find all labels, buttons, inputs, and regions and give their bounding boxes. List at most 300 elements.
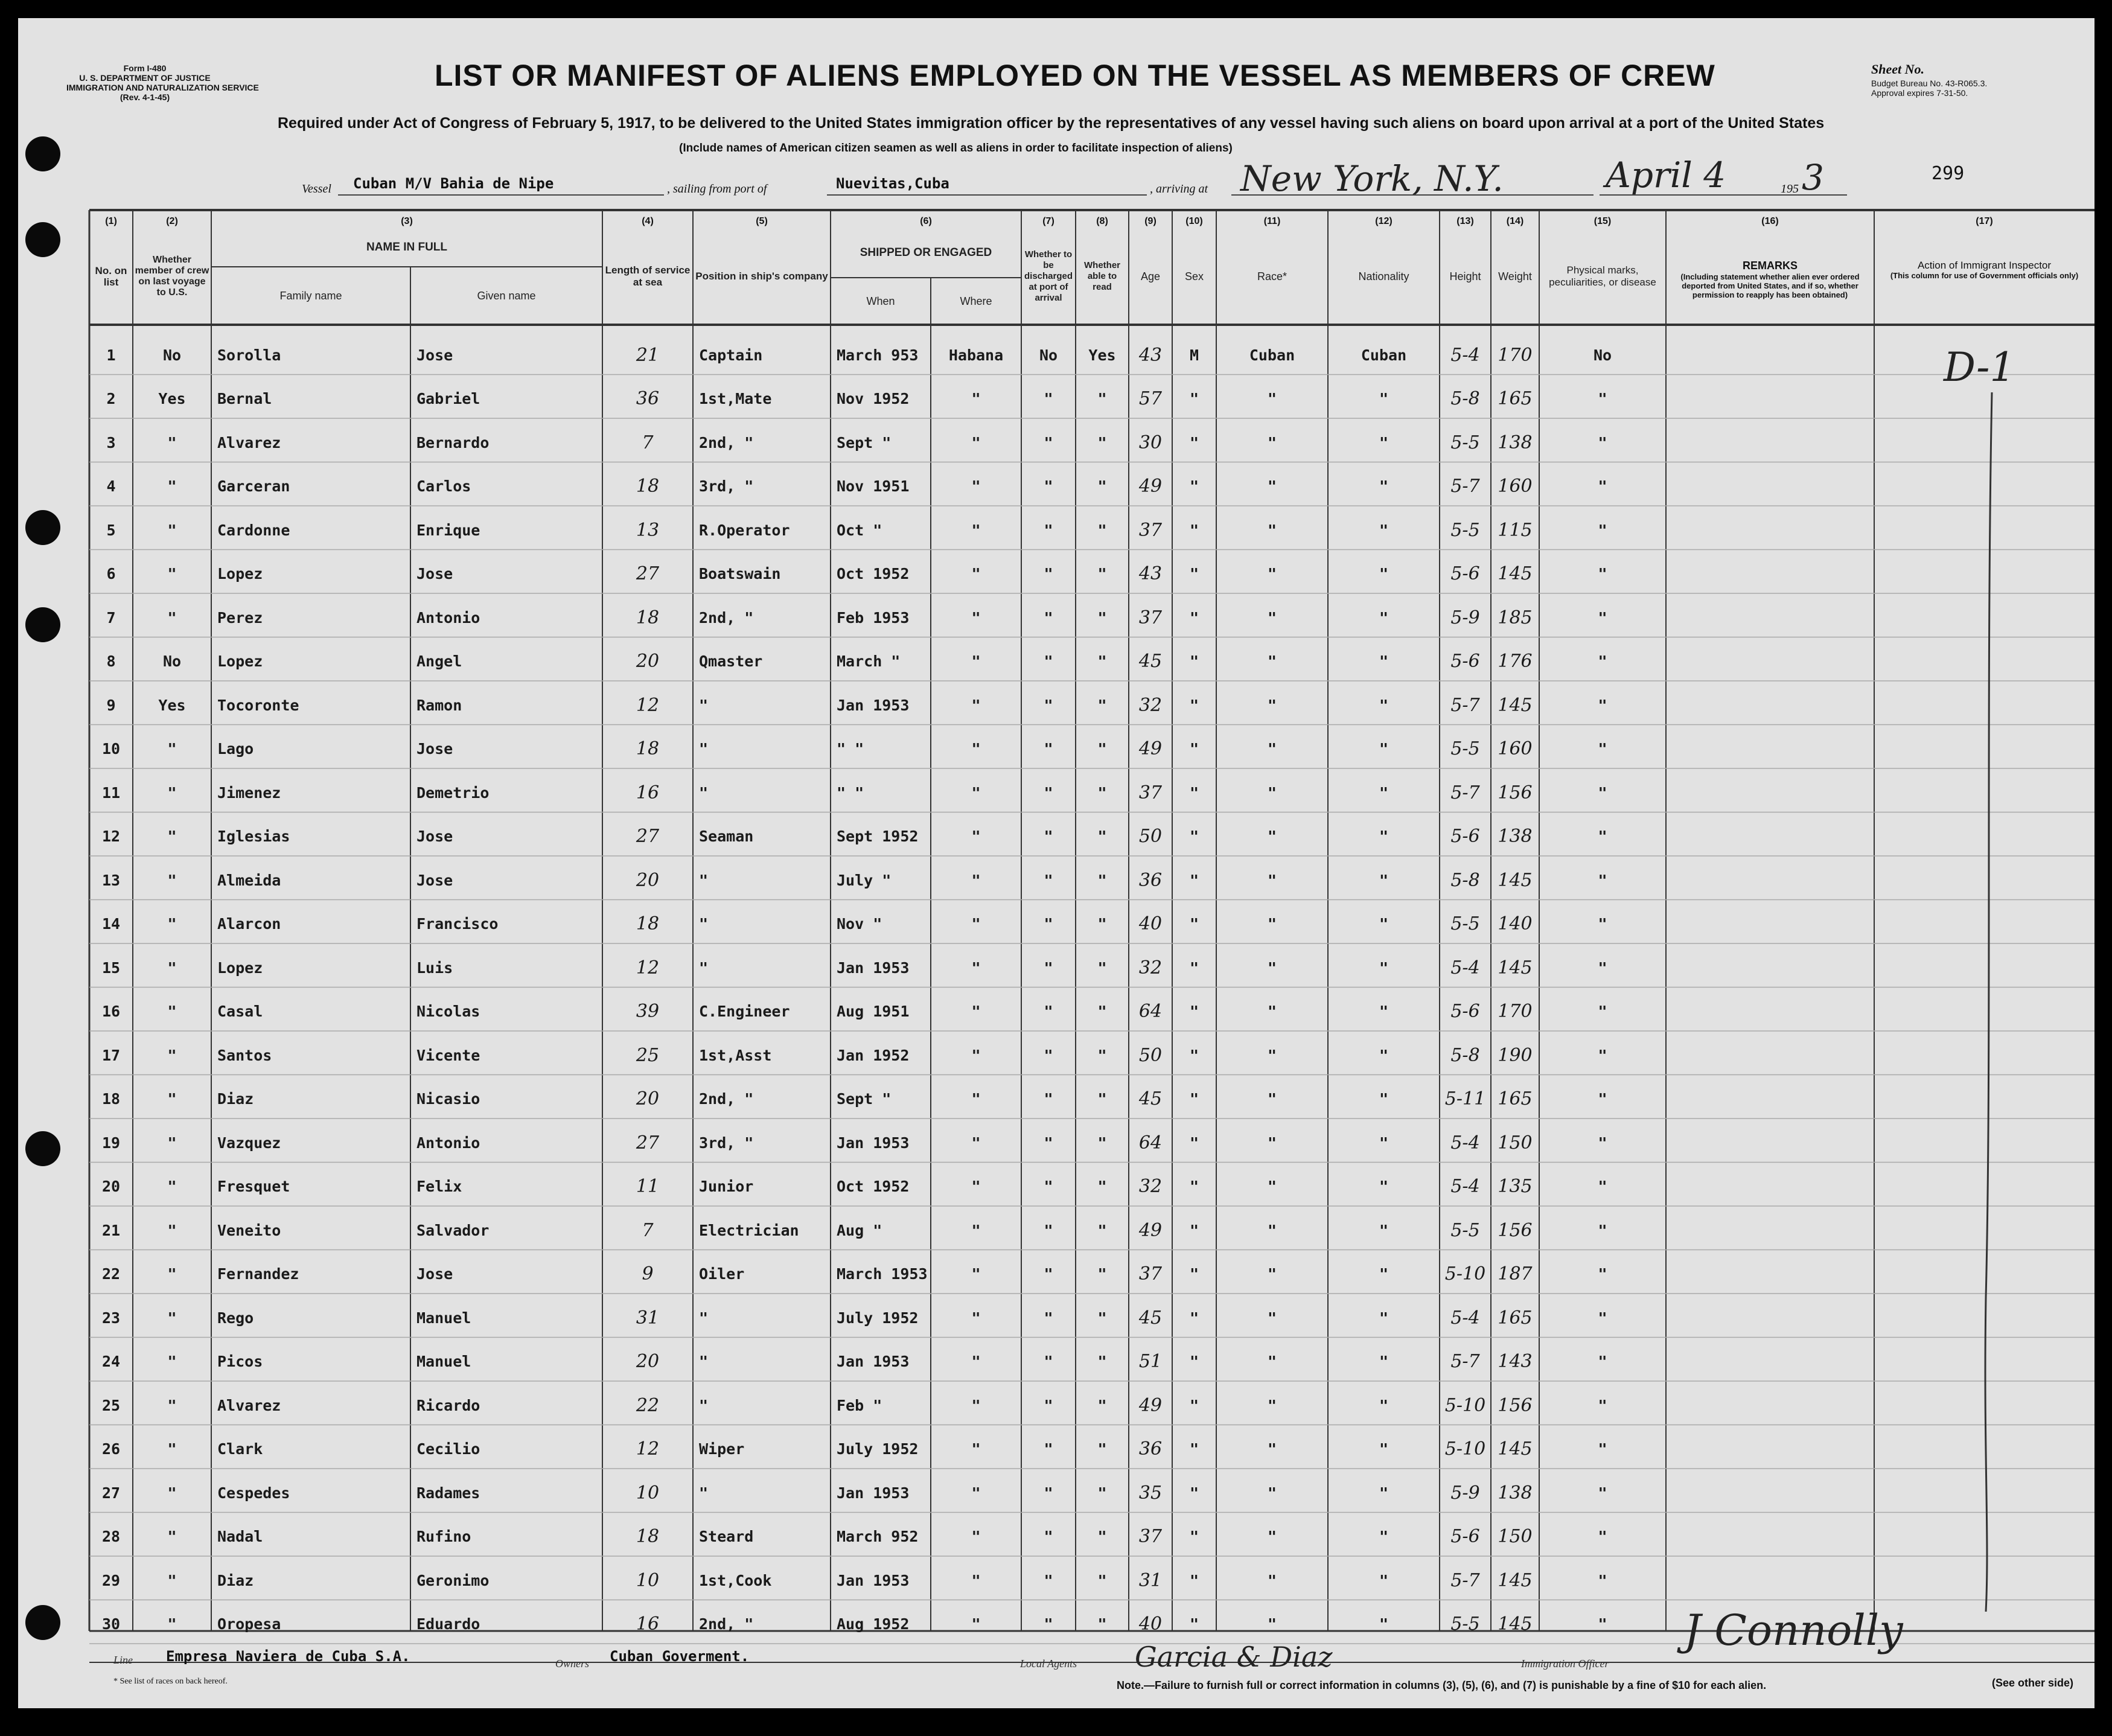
agents-label: Local Agents <box>1020 1658 1077 1670</box>
height-cell: 5-4 <box>1450 1176 1480 1197</box>
page-title: LIST OR MANIFEST OF ALIENS EMPLOYED ON THE VESSEL AS MEMBERS OF CREW <box>435 59 1715 92</box>
able-to-read-cell: " <box>1097 783 1107 802</box>
port-label: , sailing from port of <box>667 182 767 196</box>
line-value: Empresa Naviera de Cuba S.A. <box>166 1648 410 1665</box>
shipped-when-cell: July 1952 <box>837 1440 919 1458</box>
physical-marks-cell: " <box>1598 1309 1607 1327</box>
weight-cell: 185 <box>1498 607 1533 628</box>
sex-cell: " <box>1189 740 1199 758</box>
able-to-read-cell: " <box>1097 390 1107 407</box>
position-cell: 1st,Mate <box>699 390 772 407</box>
given-name-cell: Angel <box>416 653 462 670</box>
discharged-cell: " <box>1044 390 1053 407</box>
nationality-cell: " <box>1379 565 1389 582</box>
service-length-cell: 20 <box>636 651 660 672</box>
weight-cell: 160 <box>1498 476 1533 497</box>
race-cell: " <box>1267 1528 1277 1545</box>
able-to-read-cell: " <box>1097 653 1107 670</box>
family-name-cell: Cardonne <box>217 521 290 539</box>
header-length-of-service: Length of service at sea <box>605 264 691 288</box>
age-cell: 49 <box>1138 476 1163 497</box>
shipped-where-cell: " <box>971 608 981 627</box>
shipped-where-cell: " <box>971 1484 981 1502</box>
header-race: Race* <box>1257 270 1287 282</box>
weight-cell: 135 <box>1498 1176 1533 1197</box>
list-number-cell: 21 <box>101 1221 121 1239</box>
nationality-cell: " <box>1379 521 1389 539</box>
family-name-cell: Lopez <box>217 565 263 582</box>
binder-hole <box>25 510 60 545</box>
family-name-cell: Diaz <box>217 1090 254 1108</box>
table-row <box>18 683 2094 727</box>
physical-marks-cell: " <box>1598 1615 1607 1633</box>
vessel-label: Vessel <box>302 182 331 196</box>
discharged-cell: " <box>1044 1265 1053 1283</box>
list-number-cell: 9 <box>106 696 116 714</box>
age-cell: 32 <box>1138 694 1163 716</box>
previous-voyage-cell: " <box>167 1134 177 1152</box>
position-cell: " <box>699 696 709 714</box>
table-row <box>18 465 2094 508</box>
physical-marks-cell: " <box>1598 565 1607 582</box>
given-name-cell: Salvador <box>416 1221 490 1239</box>
owners-value: Cuban Goverment. <box>610 1648 750 1665</box>
shipped-when-cell: Jan 1953 <box>837 959 910 977</box>
sex-cell: " <box>1189 1571 1199 1589</box>
list-number-cell: 26 <box>101 1440 121 1458</box>
table-row <box>18 1340 2094 1383</box>
position-cell: 3rd, " <box>699 1134 754 1152</box>
sex-cell: " <box>1189 1265 1199 1283</box>
shipped-when-cell: " " <box>837 783 864 802</box>
nationality-cell: " <box>1379 828 1389 845</box>
height-cell: 5-6 <box>1450 1526 1480 1547</box>
nationality-cell: " <box>1379 1265 1389 1283</box>
col-15-number: (15) <box>1594 216 1612 226</box>
age-cell: 64 <box>1138 1132 1163 1154</box>
age-cell: 50 <box>1138 1044 1163 1066</box>
nationality-cell: " <box>1379 915 1389 933</box>
height-cell: 5-7 <box>1450 782 1480 803</box>
table-row <box>18 1253 2094 1296</box>
race-cell: " <box>1267 390 1277 407</box>
family-name-cell: Alarcon <box>217 915 281 933</box>
table-row <box>18 596 2094 639</box>
nationality-cell: " <box>1379 1396 1389 1414</box>
manifest-sheet <box>18 18 2094 1708</box>
previous-voyage-cell: " <box>167 1440 177 1458</box>
shipped-where-cell: " <box>971 521 981 539</box>
height-cell: 5-5 <box>1450 432 1480 453</box>
discharged-cell: " <box>1044 565 1053 582</box>
sex-cell: " <box>1189 1221 1199 1239</box>
physical-marks-cell: " <box>1598 915 1607 933</box>
shipped-when-cell: March " <box>837 653 901 670</box>
discharged-cell: " <box>1044 477 1053 495</box>
weight-cell: 156 <box>1498 782 1533 803</box>
able-to-read-cell: " <box>1097 915 1107 933</box>
col-11-number: (11) <box>1263 216 1281 226</box>
family-name-cell: Sorolla <box>217 346 281 364</box>
race-cell: " <box>1267 1396 1277 1414</box>
sex-cell: " <box>1189 871 1199 889</box>
discharged-cell: " <box>1044 1046 1053 1064</box>
previous-voyage-cell: No <box>162 653 182 670</box>
shipped-when-cell: Feb " <box>837 1396 882 1414</box>
weight-cell: 145 <box>1498 1569 1533 1591</box>
sex-cell: " <box>1189 1309 1199 1327</box>
col-9-number: (9) <box>1144 216 1156 226</box>
discharged-cell: No <box>1039 346 1058 364</box>
physical-marks-cell: " <box>1598 783 1607 802</box>
shipped-where-cell: " <box>971 1003 981 1020</box>
service-length-cell: 11 <box>636 1176 660 1197</box>
service-length-cell: 39 <box>636 1001 660 1022</box>
shipped-when-cell: Nov 1952 <box>837 390 910 407</box>
header-position: Position in ship's company <box>695 270 828 282</box>
physical-marks-cell: " <box>1598 521 1607 539</box>
col-8-number: (8) <box>1096 216 1108 226</box>
shipped-when-cell: March 1953 <box>837 1265 928 1283</box>
age-cell: 37 <box>1138 607 1163 628</box>
family-name-cell: Jimenez <box>217 783 281 802</box>
physical-marks-cell: " <box>1598 828 1607 845</box>
race-cell: " <box>1267 565 1277 582</box>
list-number-cell: 10 <box>101 740 121 758</box>
age-cell: 45 <box>1138 1307 1163 1329</box>
age-cell: 37 <box>1138 519 1163 541</box>
given-name-cell: Eduardo <box>416 1615 480 1633</box>
able-to-read-cell: " <box>1097 871 1107 889</box>
table-row <box>18 421 2094 464</box>
list-number-cell: 29 <box>101 1571 121 1589</box>
previous-voyage-cell: " <box>167 1309 177 1327</box>
given-name-cell: Rufino <box>416 1528 471 1545</box>
table-row <box>18 1077 2094 1121</box>
header-physical-marks: Physical marks, peculiarities, or disease <box>1549 264 1656 288</box>
position-cell: Boatswain <box>699 565 781 582</box>
col-5-number: (5) <box>756 216 768 226</box>
list-number-cell: 3 <box>106 433 116 452</box>
weight-cell: 190 <box>1498 1044 1533 1066</box>
able-to-read-cell: " <box>1097 1090 1107 1108</box>
given-name-cell: Jose <box>416 828 453 845</box>
table-row <box>18 1428 2094 1471</box>
age-cell: 40 <box>1138 913 1163 934</box>
table-row <box>18 1296 2094 1339</box>
service-length-cell: 7 <box>642 432 654 453</box>
able-to-read-cell: " <box>1097 1528 1107 1545</box>
race-cell: " <box>1267 783 1277 802</box>
table-row <box>18 858 2094 902</box>
service-length-cell: 12 <box>636 694 660 716</box>
table-row <box>18 1559 2094 1602</box>
header-list-number: No. on list <box>95 265 127 288</box>
service-length-cell: 16 <box>636 782 660 803</box>
shipped-when-cell: March 952 <box>837 1528 919 1545</box>
age-cell: 40 <box>1138 1613 1163 1635</box>
nationality-cell: " <box>1379 1440 1389 1458</box>
given-name-cell: Jose <box>416 565 453 582</box>
previous-voyage-cell: No <box>162 346 182 364</box>
position-cell: " <box>699 783 709 802</box>
discharged-cell: " <box>1044 1221 1053 1239</box>
shipped-where-cell: " <box>971 1353 981 1370</box>
table-row <box>18 333 2094 377</box>
see-other-side: (See other side) <box>1992 1677 2074 1689</box>
table-row <box>18 640 2094 683</box>
sex-cell: " <box>1189 1396 1199 1414</box>
service-length-cell: 27 <box>636 563 660 584</box>
position-cell: " <box>699 915 709 933</box>
sheet-number-label: Sheet No. <box>1871 62 1924 77</box>
header-remarks-note: (Including statement whether alien ever ordered deported from United States, and if so, whether permission to reapply has been obtained) <box>1680 272 1860 299</box>
able-to-read-cell: " <box>1097 1615 1107 1633</box>
height-cell: 5-8 <box>1450 869 1480 891</box>
previous-voyage-cell: " <box>167 521 177 539</box>
service-length-cell: 16 <box>636 1613 660 1635</box>
shipped-when-cell: Aug " <box>837 1221 882 1239</box>
header-inspector-note: (This column for use of Government officials only) <box>1890 271 2079 280</box>
physical-marks-cell: " <box>1598 653 1607 670</box>
shipped-where-cell: " <box>971 653 981 670</box>
race-cell: " <box>1267 477 1277 495</box>
previous-voyage-cell: " <box>167 828 177 845</box>
weight-cell: 165 <box>1498 1307 1533 1329</box>
family-name-cell: Alvarez <box>217 1396 281 1414</box>
arrival-date: April 4 <box>1606 155 1726 196</box>
list-number-cell: 18 <box>101 1090 121 1108</box>
family-name-cell: Iglesias <box>217 828 290 845</box>
previous-voyage-cell: " <box>167 959 177 977</box>
shipped-when-cell: Jan 1953 <box>837 1484 910 1502</box>
age-cell: 45 <box>1138 651 1163 672</box>
discharged-cell: " <box>1044 1484 1053 1502</box>
service-length-cell: 18 <box>636 476 660 497</box>
year-prefix: 195 <box>1781 182 1799 196</box>
nationality-cell: " <box>1379 1571 1389 1589</box>
age-cell: 37 <box>1138 1526 1163 1547</box>
age-cell: 64 <box>1138 1001 1163 1022</box>
weight-cell: 140 <box>1498 913 1533 934</box>
weight-cell: 170 <box>1498 344 1533 366</box>
discharged-cell: " <box>1044 1003 1053 1020</box>
position-cell: Seaman <box>699 828 754 845</box>
discharged-cell: " <box>1044 1090 1053 1108</box>
discharged-cell: " <box>1044 1396 1053 1414</box>
sex-cell: " <box>1189 608 1199 627</box>
position-cell: 2nd, " <box>699 1615 754 1633</box>
discharged-cell: " <box>1044 871 1053 889</box>
height-cell: 5-6 <box>1450 1001 1480 1022</box>
weight-cell: 150 <box>1498 1526 1533 1547</box>
family-name-cell: Veneito <box>217 1221 281 1239</box>
list-number-cell: 19 <box>101 1134 121 1152</box>
col-13-number: (13) <box>1456 216 1474 226</box>
height-cell: 5-5 <box>1450 519 1480 541</box>
discharged-cell: " <box>1044 1309 1053 1327</box>
header-height: Height <box>1449 270 1481 282</box>
shipped-when-cell: March 953 <box>837 346 919 364</box>
able-to-read-cell: " <box>1097 477 1107 495</box>
height-cell: 5-5 <box>1450 1613 1480 1635</box>
race-cell: " <box>1267 959 1277 977</box>
list-number-cell: 6 <box>106 565 116 582</box>
physical-marks-cell: " <box>1598 1440 1607 1458</box>
height-cell: 5-9 <box>1450 607 1480 628</box>
family-name-cell: Cespedes <box>217 1484 290 1502</box>
shipped-where-cell: " <box>971 1440 981 1458</box>
able-to-read-cell: " <box>1097 433 1107 452</box>
shipped-when-cell: Jan 1952 <box>837 1046 910 1064</box>
shipped-where-cell: " <box>971 1178 981 1195</box>
given-name-cell: Manuel <box>416 1353 471 1370</box>
family-name-cell: Fresquet <box>217 1178 290 1195</box>
shipped-when-cell: Aug 1951 <box>837 1003 910 1020</box>
position-cell: " <box>699 1484 709 1502</box>
list-number-cell: 1 <box>106 346 116 364</box>
age-cell: 30 <box>1138 432 1163 453</box>
header-discharged: Whether to be discharged at port of arrival <box>1024 249 1073 303</box>
binder-hole <box>25 607 60 642</box>
height-cell: 5-4 <box>1450 1132 1480 1154</box>
header-inspector-action: Action of Immigrant Inspector <box>1917 260 2052 271</box>
approval-expiry: Approval expires 7-31-50. <box>1871 88 1968 98</box>
position-cell: C.Engineer <box>699 1003 790 1020</box>
family-name-cell: Almeida <box>217 871 281 889</box>
nationality-cell: " <box>1379 696 1389 714</box>
shipped-where-cell: " <box>971 390 981 407</box>
family-name-cell: Lopez <box>217 653 263 670</box>
list-number-cell: 12 <box>101 828 121 845</box>
physical-marks-cell: " <box>1598 1003 1607 1020</box>
age-cell: 37 <box>1138 782 1163 803</box>
shipped-when-cell: Oct 1952 <box>837 565 910 582</box>
nationality-cell: " <box>1379 740 1389 758</box>
list-number-cell: 15 <box>101 959 121 977</box>
binder-hole <box>25 222 60 257</box>
discharged-cell: " <box>1044 1353 1053 1370</box>
list-number-cell: 24 <box>101 1353 121 1370</box>
race-cell: " <box>1267 1440 1277 1458</box>
header-weight: Weight <box>1498 270 1532 282</box>
weight-cell: 150 <box>1498 1132 1533 1154</box>
race-cell: " <box>1267 871 1277 889</box>
col-4-number: (4) <box>642 216 654 226</box>
age-cell: 43 <box>1138 344 1163 366</box>
age-cell: 49 <box>1138 1219 1163 1241</box>
age-cell: 45 <box>1138 1088 1163 1109</box>
physical-marks-cell: " <box>1598 608 1607 627</box>
arrival-place: New York, N.Y. <box>1240 158 1504 199</box>
service-length-cell: 9 <box>642 1263 654 1284</box>
header-given-name: Given name <box>477 289 536 302</box>
sex-cell: " <box>1189 1046 1199 1064</box>
previous-voyage-cell: " <box>167 1615 177 1633</box>
discharged-cell: " <box>1044 521 1053 539</box>
page-subtitle: Required under Act of Congress of February 5, 1917, to be delivered to the United States immigration officer by the representatives of any vessel having such aliens on board upon arrival at a port of the United States <box>278 115 1825 132</box>
service-length-cell: 25 <box>636 1044 660 1066</box>
height-cell: 5-4 <box>1450 344 1480 366</box>
shipped-where-cell: " <box>971 696 981 714</box>
position-cell: Captain <box>699 346 763 364</box>
height-cell: 5-10 <box>1444 1438 1486 1460</box>
col-16-number: (16) <box>1761 216 1779 226</box>
height-cell: 5-7 <box>1450 1569 1480 1591</box>
shipped-when-cell: Jan 1953 <box>837 696 910 714</box>
family-name-cell: Picos <box>217 1353 263 1370</box>
nationality-cell: " <box>1379 477 1389 495</box>
family-name-cell: Lago <box>217 740 254 758</box>
arriving-label: , arriving at <box>1150 182 1208 196</box>
table-row <box>18 902 2094 946</box>
list-number-cell: 17 <box>101 1046 121 1064</box>
given-name-cell: Vicente <box>416 1046 480 1064</box>
discharged-cell: " <box>1044 828 1053 845</box>
weight-cell: 138 <box>1498 1482 1533 1504</box>
position-cell: Oiler <box>699 1265 745 1283</box>
shipped-where-cell: " <box>971 915 981 933</box>
service-length-cell: 12 <box>636 1438 660 1460</box>
list-number-cell: 13 <box>101 871 121 889</box>
sex-cell: " <box>1189 653 1199 670</box>
sex-cell: " <box>1189 915 1199 933</box>
sex-cell: " <box>1189 433 1199 452</box>
budget-bureau-number: Budget Bureau No. 43-R065.3. <box>1871 78 1988 88</box>
form-revision: (Rev. 4-1-45) <box>120 92 170 102</box>
given-name-cell: Radames <box>416 1484 480 1502</box>
shipped-when-cell: Sept 1952 <box>837 828 919 845</box>
weight-cell: 160 <box>1498 738 1533 759</box>
service-length-cell: 13 <box>636 519 660 541</box>
inspector-mark: D-1 <box>1944 344 2015 391</box>
age-cell: 31 <box>1138 1569 1163 1591</box>
line-label: Line <box>113 1654 133 1666</box>
weight-cell: 165 <box>1498 1088 1533 1109</box>
weight-cell: 187 <box>1498 1263 1533 1284</box>
able-to-read-cell: " <box>1097 1396 1107 1414</box>
given-name-cell: Jose <box>416 871 453 889</box>
family-name-cell: Diaz <box>217 1571 254 1589</box>
given-name-cell: Jose <box>416 740 453 758</box>
sex-cell: " <box>1189 1134 1199 1152</box>
list-number-cell: 11 <box>101 783 121 802</box>
table-row <box>18 1208 2094 1252</box>
sex-cell: " <box>1189 1528 1199 1545</box>
physical-marks-cell: " <box>1598 1134 1607 1152</box>
service-length-cell: 18 <box>636 913 660 934</box>
weight-cell: 143 <box>1498 1351 1533 1372</box>
able-to-read-cell: " <box>1097 740 1107 758</box>
family-name-cell: Casal <box>217 1003 263 1020</box>
table-row <box>18 1471 2094 1514</box>
list-number-cell: 28 <box>101 1528 121 1545</box>
discharged-cell: " <box>1044 783 1053 802</box>
sex-cell: " <box>1189 1003 1199 1020</box>
weight-cell: 145 <box>1498 869 1533 891</box>
shipped-where-cell: " <box>971 477 981 495</box>
shipped-where-cell: " <box>971 1528 981 1545</box>
nationality-cell: " <box>1379 1003 1389 1020</box>
table-row <box>18 1383 2094 1427</box>
list-number-cell: 22 <box>101 1265 121 1283</box>
fine-note: Note.—Failure to furnish full or correct information in columns (3), (5), (6), and (7) is punishable by a fine of $10 for each alien. <box>1117 1679 1767 1691</box>
shipped-when-cell: Jan 1953 <box>837 1134 910 1152</box>
given-name-cell: Cecilio <box>416 1440 480 1458</box>
col-12-number: (12) <box>1375 216 1393 226</box>
shipped-where-cell: " <box>971 828 981 845</box>
age-cell: 43 <box>1138 563 1163 584</box>
